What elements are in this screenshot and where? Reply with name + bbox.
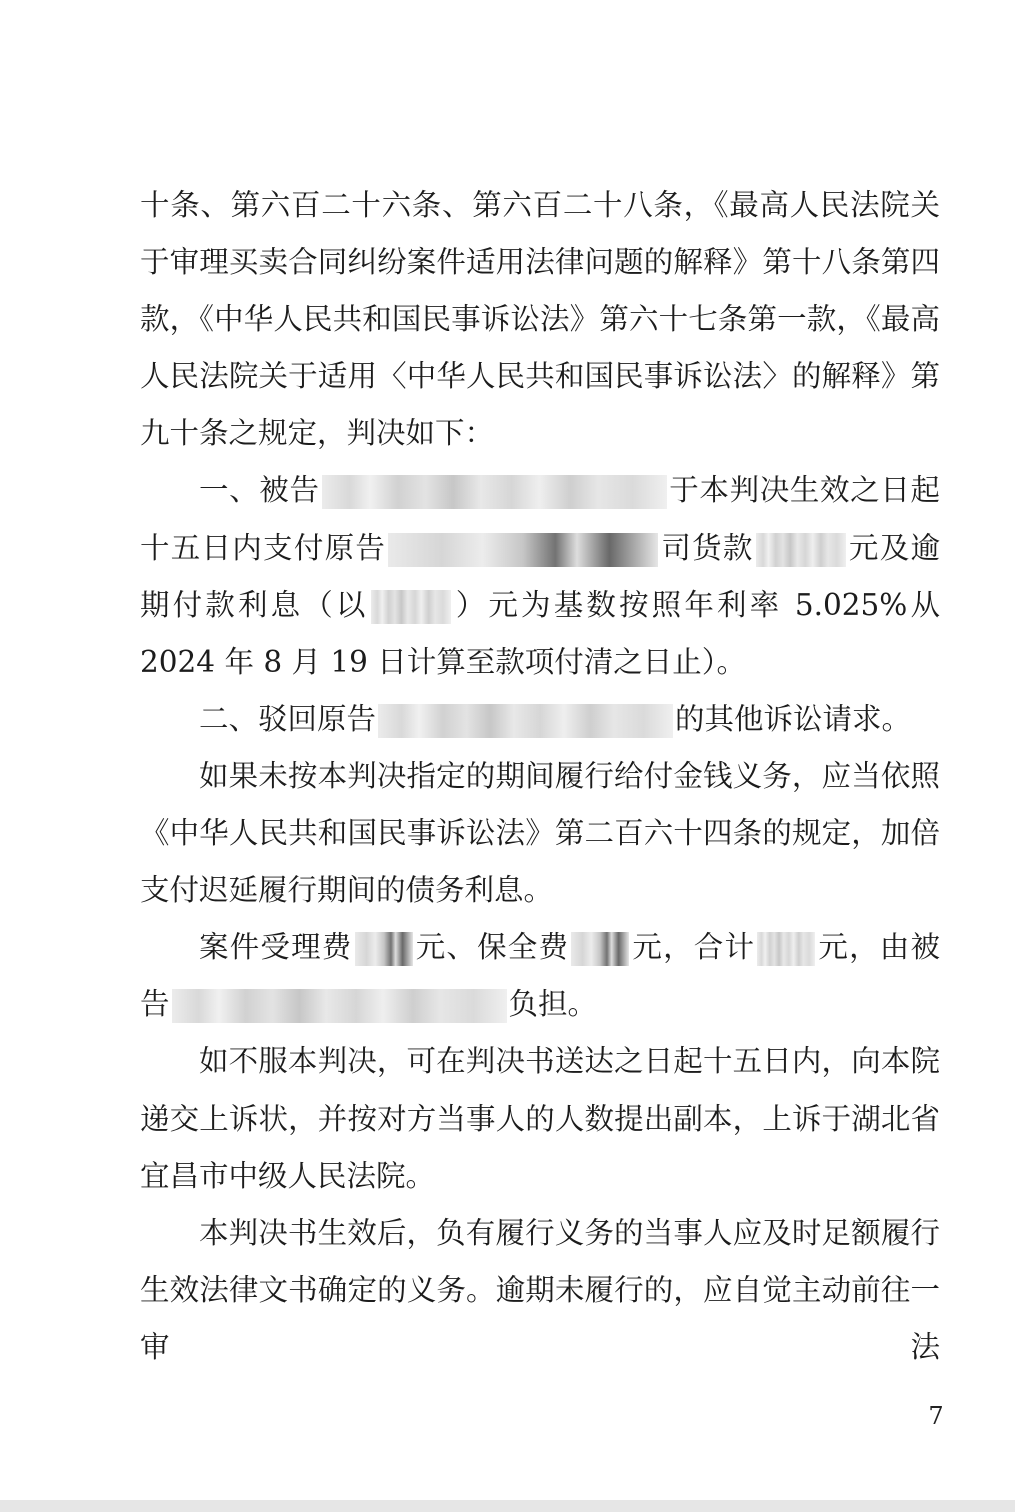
paragraph-judgment-item-1	[140, 462, 940, 690]
legal-basis-text: 十条、第六百二十六条、第六百二十八条，《最高人民法院关于审理买卖合同纠纷案件适用法律问题的解释》第十八条第四款，《中华人民共和国民事诉讼法》第六十七条第一款，《最高人民法院关于适用〈中华人民共和国民事诉讼法〉的解释》第九十条之规定，判决如下：	[140, 188, 940, 451]
paragraph-delay-interest	[140, 748, 940, 919]
paragraph-appeal	[140, 1033, 940, 1204]
redacted-principal-amount	[371, 590, 451, 624]
item-1-text-d: 元及逾期付款利息（以	[140, 530, 940, 622]
paragraph-judgment-item-2	[140, 691, 940, 748]
item-1-text-c: 司货款	[660, 530, 754, 565]
fees-text-e: 负担。	[508, 987, 598, 1022]
redacted-preservation-fee	[571, 932, 629, 966]
page-bottom-edge	[0, 1500, 1015, 1512]
redacted-payment-amount	[756, 533, 846, 567]
fees-text-d: 元，由被告	[140, 930, 940, 1022]
item-2-prefix: 二、驳回原告	[199, 701, 377, 736]
enforcement-text: 本判决书生效后，负有履行义务的当事人应及时足额履行生效法律文书确定的义务。逾期未履行的，应自觉主动前往一审法	[140, 1215, 940, 1364]
redacted-plaintiff-name	[388, 533, 658, 567]
page-number: 7	[928, 1402, 944, 1430]
appeal-text: 如不服本判决，可在判决书送达之日起十五日内，向本院递交上诉状，并按对方当事人的人数提出副本，上诉于湖北省宜昌市中级人民法院。	[140, 1044, 940, 1193]
paragraph-legal-basis	[140, 177, 940, 462]
fees-text-a: 案件受理费	[199, 930, 353, 965]
redacted-plaintiff-name-2	[378, 704, 673, 738]
paragraph-litigation-fees	[140, 919, 940, 1033]
item-1-text-b: 于本判决生效之日起十五日内支付原告	[140, 473, 940, 565]
redacted-acceptance-fee	[355, 932, 413, 966]
judgment-text	[140, 177, 940, 1376]
paragraph-enforcement	[140, 1205, 940, 1376]
delay-interest-text: 如果未按本判决指定的期间履行给付金钱义务，应当依照《中华人民共和国民事诉讼法》第二百六十四条的规定，加倍支付迟延履行期间的债务利息。	[140, 758, 940, 908]
redacted-defendant-name	[322, 475, 667, 509]
item-1-prefix: 一、被告	[199, 473, 320, 508]
item-2-text: 的其他诉讼请求。	[675, 701, 912, 736]
fees-text-c: 元，合计	[631, 930, 756, 965]
item-1-text-e: ）元为基数按照年利率 5.025%从 2024 年 8 月 19 日计算至款项付清之日止）。	[140, 587, 940, 679]
redacted-total-fee	[757, 932, 815, 966]
redacted-defendant-name-2	[172, 989, 507, 1023]
fees-text-b: 元、保全费	[414, 930, 570, 965]
